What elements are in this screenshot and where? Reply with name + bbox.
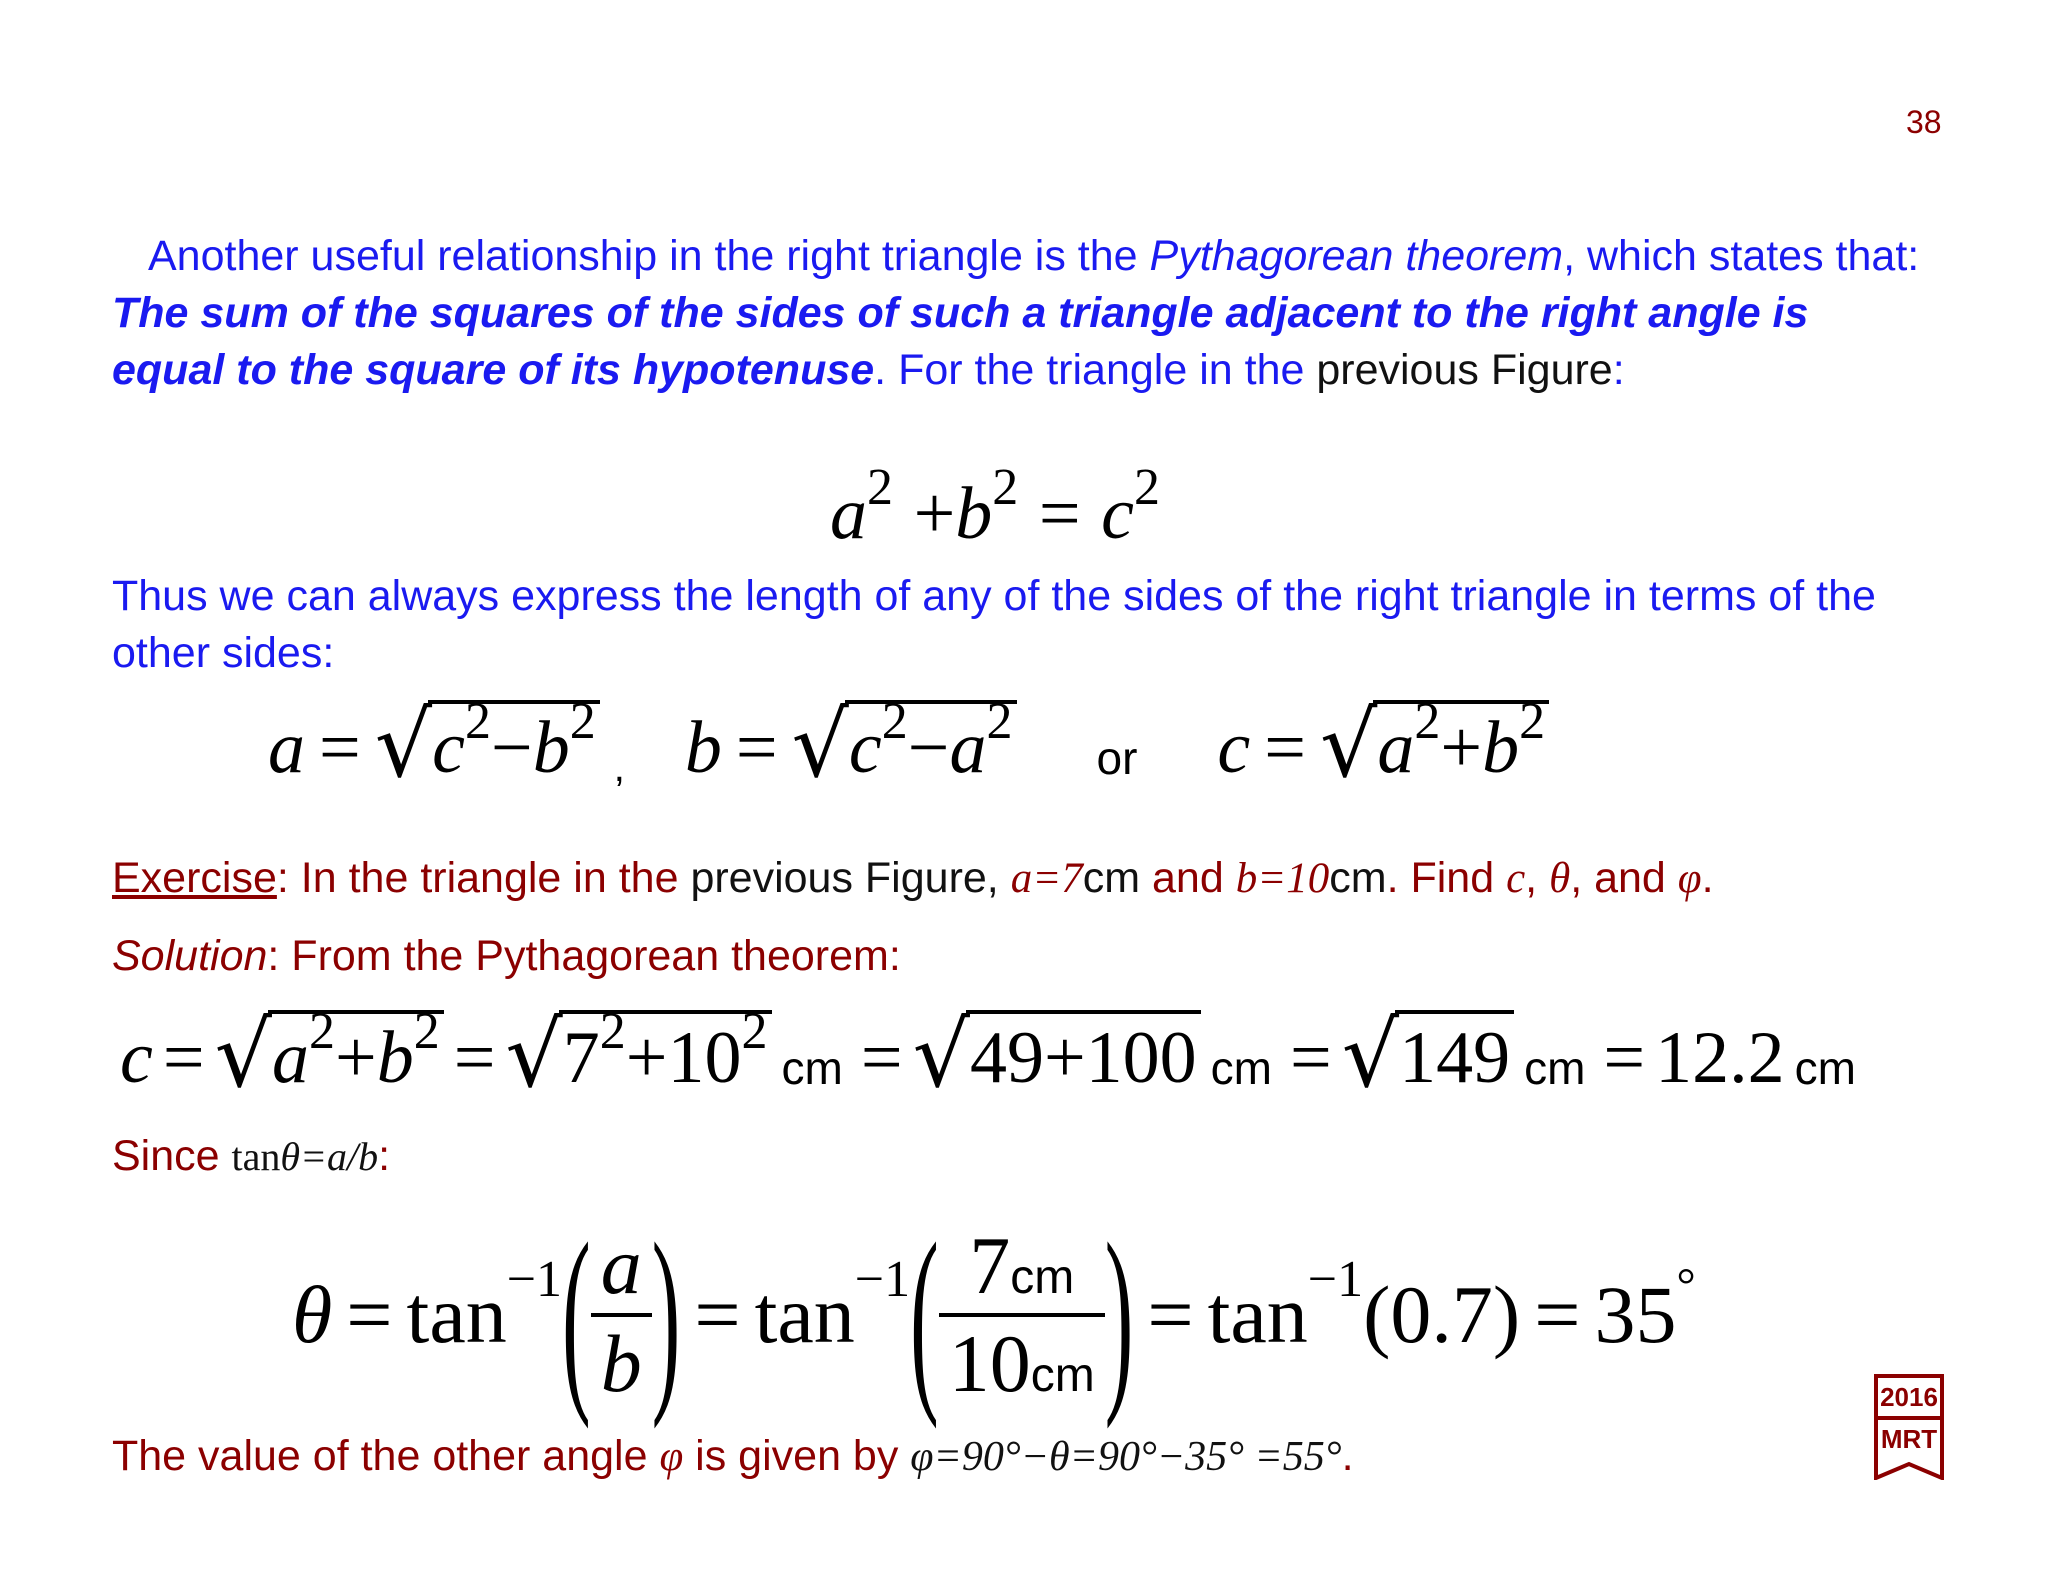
paren-right: ) (1104, 1199, 1134, 1431)
side-eq-comma: , (613, 746, 625, 790)
sqrt-c2-b2: √ $c^2-b^2$ (375, 700, 600, 791)
exercise-c: c (1506, 855, 1526, 902)
eq-var-c: c (1101, 473, 1135, 555)
c-unit: cm (1210, 1042, 1272, 1094)
fraction-a-b: $\frac{a}{b}$ (591, 1219, 652, 1411)
badge-year: 2016 (1874, 1374, 1944, 1416)
exercise-sep: , (1525, 854, 1550, 902)
exercise-end: . (1701, 854, 1714, 902)
eq-equals: = (1038, 473, 1081, 555)
since-theta: θ (280, 1134, 301, 1179)
thus-paragraph: Thus we can always express the length of any of the sides of the right triangle in terms of the other sides: (112, 572, 1876, 677)
paren-left: ( (562, 1199, 591, 1431)
c-unit: cm (1524, 1042, 1586, 1094)
tan-func: tan (754, 1269, 855, 1360)
mrt-badge-logo (1874, 1374, 1944, 1480)
exercise-and: and (1140, 854, 1236, 902)
exercise-label: Exercise (112, 854, 277, 902)
tan-func: tan (1207, 1269, 1308, 1360)
sqrt-149-sum: √ 49+100 (913, 1010, 1201, 1101)
since-rest: =a/b (300, 1134, 379, 1179)
theta-equals: = (1147, 1269, 1194, 1360)
phi-line (112, 1428, 1354, 1486)
solution-line (112, 928, 901, 985)
intro-text-3: . For the triangle in the (874, 346, 1317, 394)
side-eq-equals: = (1264, 707, 1306, 789)
solution-text: : From the Pythagorean theorem: (267, 932, 901, 980)
phi-symbol: φ (659, 1433, 684, 1480)
theta-computation (292, 1200, 1696, 1430)
c-var: c (120, 1017, 153, 1099)
phi-expression: φ=90°−θ=90°−35° =55° (910, 1434, 1342, 1480)
tan-inverse: −1 (1307, 1250, 1364, 1308)
c-equals: = (162, 1017, 205, 1099)
slide-number: 38 (1906, 104, 1942, 140)
sqrt-a2-b2: √ $a^2+b^2$ (1320, 700, 1549, 791)
c-unit: cm (781, 1042, 843, 1094)
eq-var-a: a (830, 473, 867, 555)
fraction-7cm-10cm: $\frac{7cm}{10cm}$ (939, 1219, 1105, 1411)
exercise-and2: , and (1570, 854, 1678, 902)
pythagorean-equation (830, 459, 1161, 557)
c-computation (120, 1003, 1856, 1108)
exercise-phi: φ (1677, 855, 1702, 902)
phi-text2: is given by (683, 1432, 911, 1480)
badge-initials: MRT (1874, 1416, 1944, 1458)
side-eq-c: c (1217, 707, 1251, 789)
intro-theorem-statement: The sum of the squares of the sides of such a triangle adjacent to the right angle is equal to the square of its hypotenuse (112, 289, 1809, 394)
side-eq-equals: = (319, 707, 361, 789)
theta-equals: = (346, 1269, 393, 1360)
exercise-unit: cm (1082, 854, 1141, 902)
intro-colon: : (1612, 346, 1625, 394)
side-equations (268, 693, 1549, 798)
sqrt-c2-a2: √ $c^2-a^2$ (792, 700, 1017, 791)
c-equals: = (1603, 1017, 1646, 1099)
exercise-previous-figure: previous Figure, (690, 854, 1011, 902)
since-label: Since (112, 1132, 232, 1180)
badge-ribbon-icon (1874, 1458, 1944, 1480)
tan-inverse: −1 (506, 1250, 563, 1308)
theta-equals: = (1534, 1269, 1581, 1360)
c-equals: = (1290, 1017, 1332, 1099)
paren-right: ) (651, 1199, 681, 1431)
eq-var-b: b (955, 473, 993, 555)
eq-plus: + (913, 473, 956, 555)
side-eq-b: b (684, 707, 722, 789)
c-equals: = (453, 1017, 496, 1099)
side-eq-or: or (1096, 732, 1138, 784)
tan-argument: (0.7) (1363, 1269, 1521, 1360)
theta-result: 35 (1594, 1269, 1677, 1360)
c-result: 12.2 (1655, 1017, 1785, 1099)
eq-exp: 2 (992, 459, 1019, 516)
phi-end: . (1341, 1432, 1354, 1480)
theta-equals: = (694, 1269, 741, 1360)
exercise-unit: cm (1329, 854, 1387, 902)
intro-term: Pythagorean theorem (1149, 232, 1564, 280)
sqrt-149: √ 149 (1342, 1010, 1514, 1101)
since-line (112, 1128, 390, 1185)
solution-label: Solution (112, 932, 268, 980)
intro-text-2: , which states that: (1563, 232, 1920, 280)
paren-left: ( (910, 1199, 939, 1431)
exercise-text: : In the triangle in the (276, 854, 691, 902)
intro-previous-figure: previous Figure (1316, 346, 1613, 394)
exercise-theta: θ (1549, 855, 1571, 902)
eq-exp: 2 (1134, 459, 1161, 516)
c-equals: = (860, 1017, 903, 1099)
sqrt-7-10: √ $7^2+10^2$ (505, 1010, 771, 1101)
sqrt-a2-b2-calc: √ $a^2+b^2$ (215, 1010, 444, 1101)
exercise-line (112, 850, 1714, 907)
intro-paragraph (112, 228, 1932, 399)
since-colon: : (378, 1132, 391, 1180)
exercise-b-value: b=10 (1235, 855, 1330, 902)
exercise-find: . Find (1386, 854, 1507, 902)
side-eq-equals: = (735, 707, 778, 789)
degree-symbol: ° (1676, 1258, 1696, 1312)
eq-exp: 2 (867, 459, 893, 516)
intro-text-1: Another useful relationship in the right triangle is the (148, 232, 1150, 280)
c-unit: cm (1794, 1042, 1856, 1094)
tan-inverse: −1 (854, 1250, 911, 1308)
phi-text: The value of the other angle (112, 1432, 660, 1480)
theta-var: θ (292, 1269, 333, 1360)
tan-func: tan (406, 1269, 507, 1360)
exercise-a-value: a=7 (1010, 855, 1083, 902)
since-tan: tan (231, 1134, 281, 1179)
side-eq-a: a (268, 707, 305, 789)
